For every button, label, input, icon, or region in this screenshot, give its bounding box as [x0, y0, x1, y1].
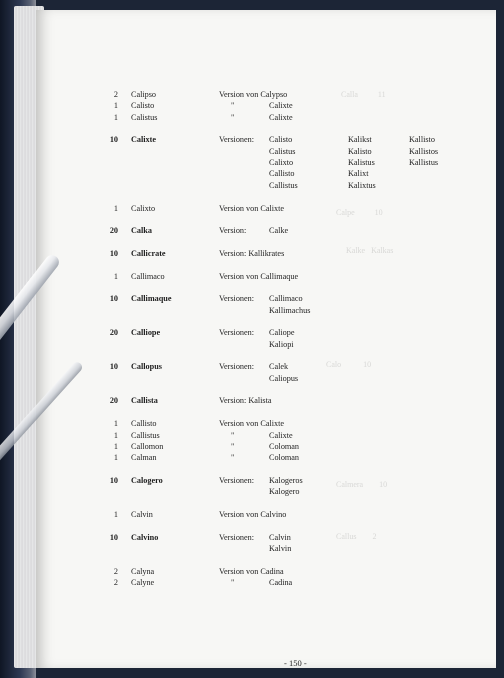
entry-desc: Versionen: [219, 532, 255, 542]
entry-name: Calyne [131, 578, 155, 588]
entry-name: Calvin [131, 509, 153, 519]
entry-num: 20 [109, 396, 118, 406]
entry-desc: " [231, 578, 235, 588]
entry-desc: Version von Cadina [219, 566, 284, 576]
entry-num: 2 [113, 566, 118, 576]
entry-desc: " [231, 430, 235, 440]
bleed-through-text: Calo 10 [326, 360, 372, 369]
entry-v1: Calistus [269, 146, 296, 156]
entry-desc: Version: Kalista [219, 396, 272, 406]
entry-v1: Calisto [269, 135, 293, 145]
entry-desc: Version von Calixte [219, 203, 285, 213]
entry-v1: Cadina [269, 578, 293, 588]
entry-v1: Caliope [269, 328, 295, 338]
entry-desc: Version: [219, 226, 247, 236]
entry-num: 10 [109, 475, 118, 485]
bleed-through-text: Calpe 10 [336, 208, 383, 217]
entry-desc: " [231, 453, 235, 463]
entry-num: 10 [109, 135, 118, 145]
entry-v2: Kalistus [348, 158, 375, 168]
entry-v1: Calvin [269, 532, 291, 542]
entry-v1: Kalvin [269, 544, 292, 553]
entry-num: 10 [109, 362, 118, 372]
entry-num: 2 [113, 578, 118, 588]
entry-num: 10 [109, 248, 118, 258]
entry-v2: Kalixt [348, 169, 369, 179]
entry-desc: Versionen: [219, 475, 255, 485]
entry-name: Callicrate [131, 248, 166, 258]
entry-v1: Kallimachus [269, 305, 311, 315]
entry-desc: Version von Calvino [219, 509, 287, 519]
entry-desc: " [231, 441, 235, 451]
entry-v1: Callimaco [269, 294, 303, 304]
entry-desc: " [231, 112, 235, 122]
entry-v1: Callistus [269, 180, 298, 190]
entry-desc: Version: Kallikrates [219, 248, 285, 258]
entry-desc: Versionen: [219, 328, 255, 338]
entry-name: Calman [131, 453, 157, 463]
entry-num: 1 [113, 112, 118, 122]
entry-name: Calliope [131, 328, 161, 338]
entry-num: 1 [113, 453, 118, 463]
entry-num: 1 [113, 101, 118, 111]
entry-v3: Kallistus [409, 158, 439, 168]
entry-name: Calvino [131, 532, 159, 542]
entry-num: 10 [109, 532, 118, 542]
entry-name: Calipso [131, 90, 157, 99]
entry-num: 10 [109, 294, 118, 304]
entry-v1: Calixte [269, 101, 293, 111]
entry-num: 2 [113, 90, 118, 99]
entry-v1: Kaliopi [269, 339, 294, 349]
entry-v2: Kalixtus [348, 180, 376, 190]
entry-name: Calogero [131, 475, 163, 485]
entry-name: Callomon [131, 441, 164, 451]
entry-num: 1 [113, 271, 118, 281]
entry-num: 1 [113, 441, 118, 451]
entry-v2: Kalisto [348, 146, 372, 156]
entry-num: 1 [113, 430, 118, 440]
entry-name: Callimaque [131, 294, 172, 304]
book-page [36, 10, 496, 668]
entry-desc: Versionen: [219, 294, 255, 304]
entry-name: Calixto [131, 203, 156, 213]
entry-desc: " [231, 101, 235, 111]
entry-name: Callistus [131, 430, 160, 440]
entry-name: Calisto [131, 101, 155, 111]
entry-v1: Calixto [269, 158, 294, 168]
entry-v1: Calek [269, 362, 289, 372]
entry-v1: Coloman [269, 453, 300, 463]
entry-name: Callopus [131, 362, 162, 372]
entry-desc: Versionen: [219, 135, 255, 145]
bleed-through-text: Callus 2 [336, 532, 377, 541]
entry-v3: Kallistos [409, 146, 439, 156]
entry-desc: Version von Callimaque [219, 271, 299, 281]
entry-num: 1 [113, 203, 118, 213]
entry-num: 20 [109, 328, 118, 338]
entry-num: 1 [113, 509, 118, 519]
entry-v2: Kalikst [348, 135, 372, 145]
entry-v1: Kalogeros [269, 475, 303, 485]
entry-v1: Calixte [269, 112, 293, 122]
entry-name: Calyna [131, 566, 155, 576]
entry-name: Callisto [131, 419, 157, 429]
entry-v3: Kallisto [409, 135, 435, 145]
entry-v1: Kalogero [269, 487, 300, 497]
entry-name: Callimaco [131, 271, 165, 281]
entry-name: Calixte [131, 135, 157, 145]
entry-v1: Calke [269, 226, 289, 236]
bleed-through-text: Kalke Kalkas [346, 246, 394, 255]
entry-num: 1 [113, 419, 118, 429]
bleed-through-text: Calmera 10 [336, 480, 388, 489]
entry-name: Calistus [131, 112, 158, 122]
entry-v1: Coloman [269, 441, 300, 451]
entry-desc: Version von Calixte [219, 419, 285, 429]
bleed-through-text: Calla 11 [341, 90, 386, 99]
entry-name: Callista [131, 396, 158, 406]
page-number: - 150 - [284, 658, 307, 668]
entry-desc: Versionen: [219, 362, 255, 372]
entry-name: Calka [131, 226, 152, 236]
entry-desc: Version von Calypso [219, 90, 288, 99]
entry-num: 20 [109, 226, 118, 236]
entry-v1: Callisto [269, 169, 295, 179]
entry-v1: Caliopus [269, 373, 299, 383]
entry-v1: Calixte [269, 430, 293, 440]
